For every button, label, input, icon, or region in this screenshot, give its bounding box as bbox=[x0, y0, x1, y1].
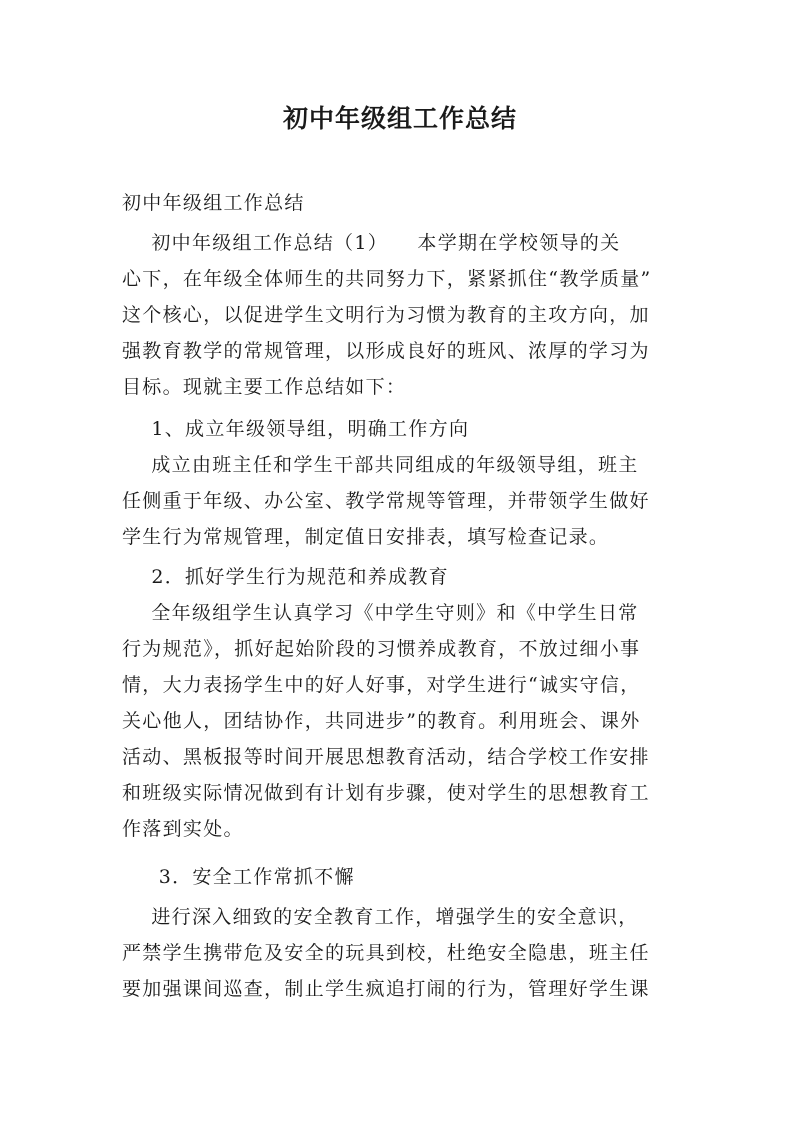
body-line: 活动、黑板报等时间开展思想教育活动，结合学校工作安排 bbox=[122, 746, 650, 768]
body-line: 进行深入细致的安全教育工作，增强学生的安全意识， bbox=[122, 906, 639, 928]
body-line: 关心他人，团结协作，共同进步”的教育。利用班会、课外 bbox=[122, 710, 641, 732]
body-line: 成立由班主任和学生干部共同组成的年级领导组，班主 bbox=[122, 454, 639, 476]
body-line: 和班级实际情况做到有计划有步骤，使对学生的思想教育工 bbox=[122, 782, 650, 804]
section-heading: 2．抓好学生行为规范和养成教育 bbox=[122, 566, 449, 588]
body-line: 任侧重于年级、办公室、教学常规等管理，并带领学生做好 bbox=[122, 490, 650, 512]
body-line: 目标。现就主要工作总结如下： bbox=[122, 376, 407, 398]
body-line: 情，大力表扬学生中的好人好事，对学生进行“诚实守信， bbox=[122, 674, 641, 696]
section-heading: 1、成立年级领导组，明确工作方向 bbox=[122, 418, 470, 440]
section-heading: 3．安全工作常抓不懈 bbox=[122, 866, 355, 888]
body-line: 作落到实处。 bbox=[122, 818, 244, 840]
body-line: 初中年级组工作总结 bbox=[122, 192, 305, 214]
body-line: 学生行为常规管理，制定值日安排表，填写检查记录。 bbox=[122, 526, 610, 548]
body-line: 严禁学生携带危及安全的玩具到校，杜绝安全隐患，班主任 bbox=[122, 942, 650, 964]
document-title: 初中年级组工作总结 bbox=[282, 104, 517, 133]
body-line: 全年级组学生认真学习《中学生守则》和《中学生日常 bbox=[122, 602, 639, 624]
body-line: 强教育教学的常规管理，以形成良好的班风、浓厚的学习为 bbox=[122, 340, 650, 362]
body-line: 行为规范》，抓好起始阶段的习惯养成教育，不放过细小事 bbox=[122, 638, 641, 660]
body-line: 初中年级组工作总结（1） 本学期在学校领导的关 bbox=[122, 232, 621, 254]
body-line: 这个核心，以促进学生文明行为习惯为教育的主攻方向，加 bbox=[122, 304, 650, 326]
body-line: 要加强课间巡查，制止学生疯追打闹的行为，管理好学生课 bbox=[122, 978, 650, 1000]
body-line: 心下，在年级全体师生的共同努力下，紧紧抓住“教学质量” bbox=[122, 268, 652, 290]
